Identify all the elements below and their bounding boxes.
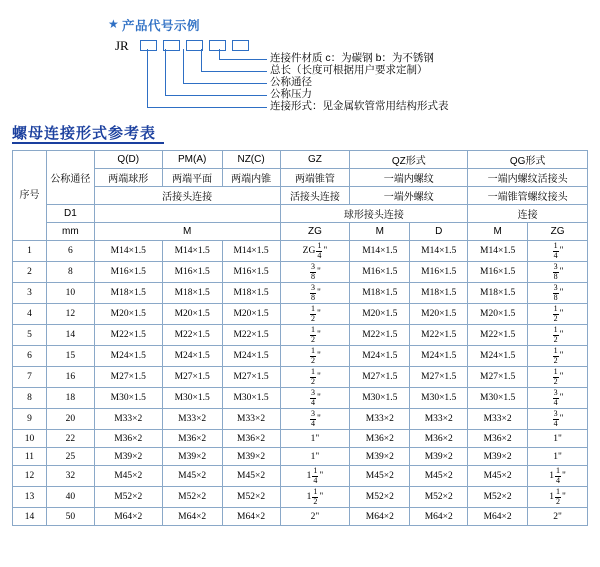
header-unit-zg: ZG — [280, 223, 350, 241]
row-qg-m: M27×1.5 — [468, 367, 528, 388]
leader-line-1-v — [147, 49, 148, 107]
row-nzc: M27×1.5 — [222, 367, 280, 388]
page-title: 螺母连接形式参考表 — [12, 125, 157, 142]
header-group-gz: GZ — [280, 151, 350, 169]
row-qz-d: M30×1.5 — [410, 388, 468, 409]
row-seq: 3 — [13, 283, 47, 304]
code-box-5 — [232, 40, 249, 51]
table-row — [13, 430, 588, 448]
row-qd: M16×1.5 — [94, 262, 162, 283]
note-length: 总长（长度可根据用户要求定制） — [270, 64, 428, 76]
row-qz-m: M45×2 — [350, 466, 410, 487]
row-qg-m: M20×1.5 — [468, 304, 528, 325]
header-group-qg: QG形式 — [468, 151, 588, 169]
row-qg-zg: $\frac{1}{2}$ " — [528, 304, 588, 325]
row-nzc: M22×1.5 — [222, 325, 280, 346]
note-connection-type: 连接形式：见金属软管常用结构形式表 — [270, 100, 449, 112]
header-group-qd: Q(D) — [94, 151, 162, 169]
row-pma: M14×1.5 — [162, 241, 222, 262]
row-seq: 7 — [13, 367, 47, 388]
note-material: 连接件材质 c：为碳钢 b：为不锈钢 — [270, 52, 434, 64]
leader-line-4-v — [201, 49, 202, 71]
row-gz: 1 $\frac{1}{4}$ " — [280, 466, 350, 487]
star-icon: ★ — [108, 17, 119, 31]
diagram-title: 产品代号示例 — [122, 19, 201, 33]
row-gz: $\frac{3}{4}$ " — [280, 388, 350, 409]
header-desc-gz: 两端锥管 — [280, 169, 350, 187]
code-boxes — [140, 40, 252, 54]
header-desc-qg: 一端内螺纹活接头 — [468, 169, 588, 187]
row-seq: 11 — [13, 448, 47, 466]
row-nzc: M20×1.5 — [222, 304, 280, 325]
row-qz-m: M33×2 — [350, 409, 410, 430]
code-prefix: JR — [115, 38, 129, 53]
row-qd: M22×1.5 — [94, 325, 162, 346]
row-qd: M36×2 — [94, 430, 162, 448]
row-pma: M24×1.5 — [162, 346, 222, 367]
row-dn: 50 — [46, 508, 94, 526]
table-row — [13, 346, 588, 367]
row-dn: 14 — [46, 325, 94, 346]
header-unit-m: M — [94, 223, 280, 241]
row-qd: M30×1.5 — [94, 388, 162, 409]
row-nzc: M24×1.5 — [222, 346, 280, 367]
row-pma: M30×1.5 — [162, 388, 222, 409]
header-ball-joint: 球形接头连接 — [280, 205, 468, 223]
row-qz-d: M27×1.5 — [410, 367, 468, 388]
header-desc-nzc: 两端内锥 — [222, 169, 280, 187]
row-nzc: M52×2 — [222, 487, 280, 508]
row-pma: M52×2 — [162, 487, 222, 508]
row-qz-d: M20×1.5 — [410, 304, 468, 325]
row-qd: M64×2 — [94, 508, 162, 526]
row-dn: 18 — [46, 388, 94, 409]
row-qz-m: M52×2 — [350, 487, 410, 508]
table-row — [13, 283, 588, 304]
row-pma: M18×1.5 — [162, 283, 222, 304]
row-pma: M33×2 — [162, 409, 222, 430]
row-qz-d: M39×2 — [410, 448, 468, 466]
row-qz-m: M20×1.5 — [350, 304, 410, 325]
row-qz-d: M18×1.5 — [410, 283, 468, 304]
table-header-row-desc2 — [13, 187, 588, 205]
row-qg-m: M14×1.5 — [468, 241, 528, 262]
row-gz: 2" — [280, 508, 350, 526]
table-header-row-d1 — [13, 205, 588, 223]
header-d1-blank — [94, 205, 280, 223]
row-qg-m: M16×1.5 — [468, 262, 528, 283]
header-desc-qd: 两端球形 — [94, 169, 162, 187]
row-qz-d: M14×1.5 — [410, 241, 468, 262]
row-qz-m: M14×1.5 — [350, 241, 410, 262]
product-code-diagram — [0, 0, 600, 116]
row-qg-m: M45×2 — [468, 466, 528, 487]
header-connect: 连接 — [468, 205, 588, 223]
header-unit-qg-zg: ZG — [528, 223, 588, 241]
code-box-1 — [140, 40, 157, 51]
row-qg-zg: $\frac{1}{2}$ " — [528, 325, 588, 346]
row-qz-m: M18×1.5 — [350, 283, 410, 304]
row-gz: $\frac{1}{2}$ " — [280, 367, 350, 388]
row-seq: 2 — [13, 262, 47, 283]
row-gz: 1" — [280, 448, 350, 466]
table-row — [13, 241, 588, 262]
row-qg-zg: 2" — [528, 508, 588, 526]
row-gz: $\frac{3}{8}$ " — [280, 283, 350, 304]
leader-line-3-v — [183, 49, 184, 83]
row-qg-m: M24×1.5 — [468, 346, 528, 367]
row-seq: 5 — [13, 325, 47, 346]
row-qd: M14×1.5 — [94, 241, 162, 262]
row-qd: M20×1.5 — [94, 304, 162, 325]
table-row — [13, 409, 588, 430]
row-qd: M52×2 — [94, 487, 162, 508]
leader-line-5-h — [219, 59, 267, 60]
row-qg-zg: $\frac{3}{8}$ " — [528, 283, 588, 304]
row-nzc: M33×2 — [222, 409, 280, 430]
row-gz: $\frac{1}{2}$ " — [280, 325, 350, 346]
row-qg-zg: $\frac{3}{8}$ " — [528, 262, 588, 283]
row-qg-zg: 1 $\frac{1}{4}$ " — [528, 466, 588, 487]
row-pma: M39×2 — [162, 448, 222, 466]
row-dn: 22 — [46, 430, 94, 448]
leader-line-5-v — [219, 49, 220, 59]
header-desc2-gz: 活接头连接 — [280, 187, 350, 205]
row-qg-zg: $\frac{3}{4}$ " — [528, 409, 588, 430]
row-gz: $\frac{3}{4}$ " — [280, 409, 350, 430]
row-pma: M36×2 — [162, 430, 222, 448]
table-body — [13, 241, 588, 526]
row-pma: M64×2 — [162, 508, 222, 526]
row-qg-zg: 1" — [528, 430, 588, 448]
header-unit-qz-m: M — [350, 223, 410, 241]
row-dn: 32 — [46, 466, 94, 487]
row-qz-d: M16×1.5 — [410, 262, 468, 283]
header-seq — [13, 151, 47, 241]
row-qg-zg: $\frac{1}{4}$ " — [528, 241, 588, 262]
row-qd: M45×2 — [94, 466, 162, 487]
row-pma: M16×1.5 — [162, 262, 222, 283]
header-desc-pma: 两端平面 — [162, 169, 222, 187]
row-pma: M45×2 — [162, 466, 222, 487]
row-qz-m: M16×1.5 — [350, 262, 410, 283]
leader-line-2-v — [165, 49, 166, 95]
title-underline — [12, 142, 164, 144]
row-pma: M22×1.5 — [162, 325, 222, 346]
row-qg-m: M30×1.5 — [468, 388, 528, 409]
row-pma: M27×1.5 — [162, 367, 222, 388]
row-nzc: M45×2 — [222, 466, 280, 487]
row-qz-m: M27×1.5 — [350, 367, 410, 388]
row-dn: 8 — [46, 262, 94, 283]
row-qz-d: M45×2 — [410, 466, 468, 487]
row-gz: 1 $\frac{1}{2}$ " — [280, 487, 350, 508]
row-dn: 15 — [46, 346, 94, 367]
row-qg-zg: $\frac{1}{2}$ " — [528, 367, 588, 388]
note-nominal-diameter: 公称通径 — [270, 76, 312, 88]
row-seq: 14 — [13, 508, 47, 526]
row-qd: M33×2 — [94, 409, 162, 430]
row-qg-m: M64×2 — [468, 508, 528, 526]
row-qz-m: M64×2 — [350, 508, 410, 526]
table-row — [13, 448, 588, 466]
row-qg-m: M39×2 — [468, 448, 528, 466]
header-seq-label: 序号 — [19, 190, 40, 201]
row-nzc: M36×2 — [222, 430, 280, 448]
row-seq: 8 — [13, 388, 47, 409]
row-seq: 10 — [13, 430, 47, 448]
row-seq: 4 — [13, 304, 47, 325]
row-nzc: M39×2 — [222, 448, 280, 466]
nut-connection-table — [12, 150, 588, 526]
row-qz-m: M22×1.5 — [350, 325, 410, 346]
table-header-row-desc1 — [13, 169, 588, 187]
row-qg-m: M52×2 — [468, 487, 528, 508]
header-desc2-qz: 一端外螺纹 — [350, 187, 468, 205]
row-qg-zg: $\frac{3}{4}$ " — [528, 388, 588, 409]
row-qz-m: M39×2 — [350, 448, 410, 466]
row-dn: 6 — [46, 241, 94, 262]
header-desc2-qg: 一端锥管螺纹接头 — [468, 187, 588, 205]
row-dn: 16 — [46, 367, 94, 388]
row-qz-m: M24×1.5 — [350, 346, 410, 367]
leader-line-2-h — [165, 95, 267, 96]
row-gz: 1" — [280, 430, 350, 448]
row-seq: 12 — [13, 466, 47, 487]
row-qg-m: M36×2 — [468, 430, 528, 448]
row-qz-m: M30×1.5 — [350, 388, 410, 409]
row-seq: 13 — [13, 487, 47, 508]
header-desc2-left: 活接头连接 — [94, 187, 280, 205]
row-qz-d: M52×2 — [410, 487, 468, 508]
header-group-nzc: NZ(C) — [222, 151, 280, 169]
row-qz-m: M36×2 — [350, 430, 410, 448]
header-unit-qz-d: D — [410, 223, 468, 241]
row-gz: ZG $\frac{1}{4}$ " — [280, 241, 350, 262]
header-desc-qz: 一端内螺纹 — [350, 169, 468, 187]
row-nzc: M18×1.5 — [222, 283, 280, 304]
row-nzc: M16×1.5 — [222, 262, 280, 283]
row-qd: M24×1.5 — [94, 346, 162, 367]
row-nzc: M30×1.5 — [222, 388, 280, 409]
row-dn: 40 — [46, 487, 94, 508]
table-row — [13, 508, 588, 526]
row-qg-m: M18×1.5 — [468, 283, 528, 304]
table-row — [13, 367, 588, 388]
row-dn: 25 — [46, 448, 94, 466]
row-qg-zg: $\frac{1}{2}$ " — [528, 346, 588, 367]
row-seq: 1 — [13, 241, 47, 262]
row-dn: 12 — [46, 304, 94, 325]
header-d1: D1 — [46, 205, 94, 223]
header-unit-mm: mm — [46, 223, 94, 241]
table-header-row-units — [13, 223, 588, 241]
leader-line-4-h — [201, 71, 267, 72]
header-dn: 公称通径 — [46, 151, 94, 205]
row-qg-zg: 1 $\frac{1}{2}$ " — [528, 487, 588, 508]
row-nzc: M14×1.5 — [222, 241, 280, 262]
row-dn: 10 — [46, 283, 94, 304]
table-row — [13, 304, 588, 325]
row-qd: M27×1.5 — [94, 367, 162, 388]
row-gz: $\frac{1}{2}$ " — [280, 346, 350, 367]
table-row — [13, 487, 588, 508]
note-nominal-pressure: 公称压力 — [270, 88, 312, 100]
table-header-row-groups — [13, 151, 588, 169]
header-unit-qg-m: M — [468, 223, 528, 241]
row-qz-d: M22×1.5 — [410, 325, 468, 346]
header-group-qz: QZ形式 — [350, 151, 468, 169]
row-qz-d: M33×2 — [410, 409, 468, 430]
table-row — [13, 466, 588, 487]
code-box-4 — [209, 40, 226, 51]
row-qg-m: M22×1.5 — [468, 325, 528, 346]
row-seq: 6 — [13, 346, 47, 367]
row-seq: 9 — [13, 409, 47, 430]
row-dn: 20 — [46, 409, 94, 430]
row-qz-d: M24×1.5 — [410, 346, 468, 367]
row-qg-m: M33×2 — [468, 409, 528, 430]
table-row — [13, 262, 588, 283]
row-gz: $\frac{1}{2}$ " — [280, 304, 350, 325]
row-qd: M39×2 — [94, 448, 162, 466]
row-qd: M18×1.5 — [94, 283, 162, 304]
leader-line-1-h — [147, 107, 267, 108]
row-gz: $\frac{3}{8}$ " — [280, 262, 350, 283]
row-pma: M20×1.5 — [162, 304, 222, 325]
table-row — [13, 388, 588, 409]
row-nzc: M64×2 — [222, 508, 280, 526]
leader-line-3-h — [183, 83, 267, 84]
row-qg-zg: 1" — [528, 448, 588, 466]
table-row — [13, 325, 588, 346]
row-qz-d: M64×2 — [410, 508, 468, 526]
row-qz-d: M36×2 — [410, 430, 468, 448]
header-group-pma: PM(A) — [162, 151, 222, 169]
